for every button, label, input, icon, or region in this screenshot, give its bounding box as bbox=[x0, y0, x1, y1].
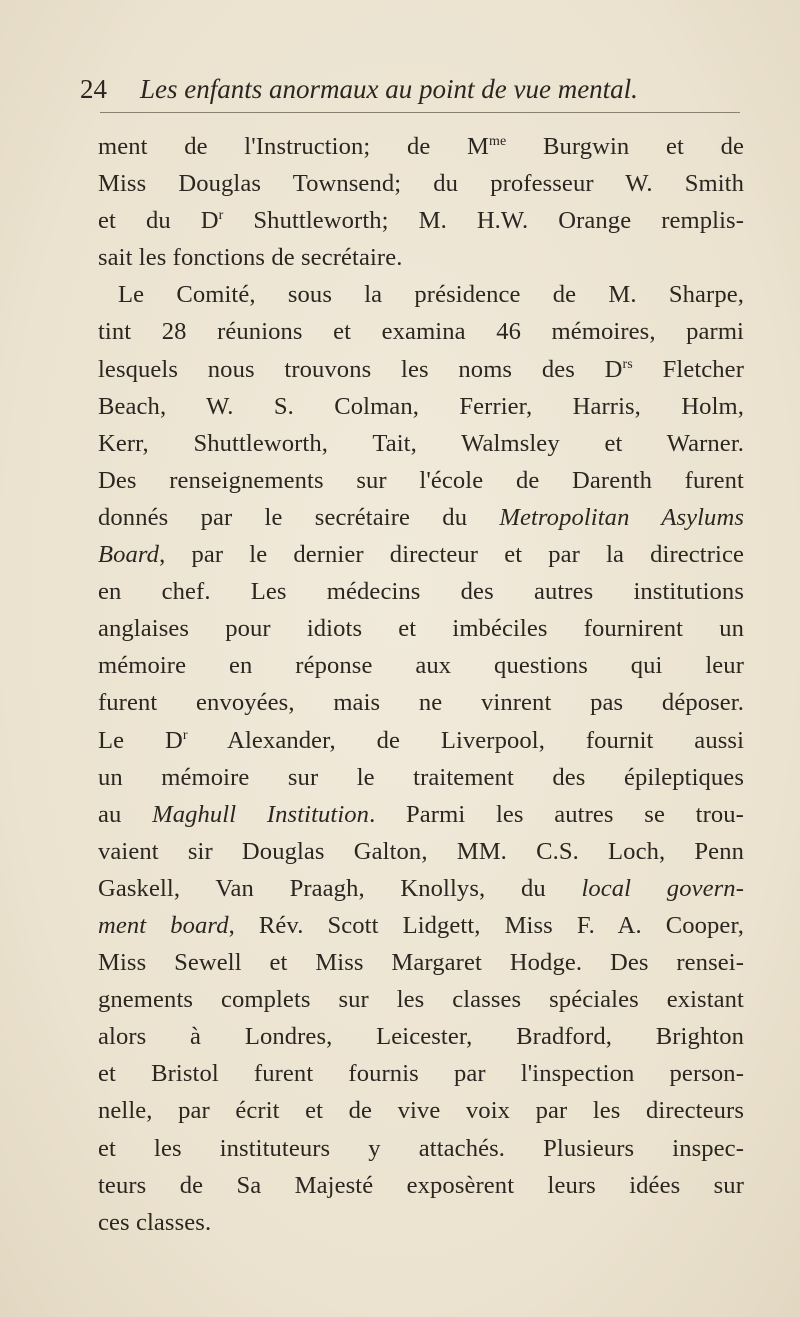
text-line bbox=[98, 722, 744, 759]
text-run: Shuttleworth; M. H.W. Orange remplis- bbox=[223, 207, 744, 235]
text-run: et les instituteurs y attachés. Plusieurs inspec- bbox=[98, 1134, 744, 1162]
text-line bbox=[98, 499, 744, 536]
text-run: Kerr, Shuttleworth, Tait, Walmsley et Warner. bbox=[98, 429, 744, 457]
header-rule bbox=[100, 112, 740, 113]
superscript: rs bbox=[622, 356, 633, 372]
text-line bbox=[98, 425, 744, 462]
text-run: tint 28 réunions et examina 46 mémoires, parmi bbox=[98, 318, 744, 346]
text-line bbox=[98, 944, 744, 981]
text-run: sait les fonctions de secrétaire. bbox=[98, 244, 403, 272]
text-run: ment de l'Instruction; de M bbox=[98, 133, 490, 160]
text-run: vaient sir Douglas Galton, MM. C.S. Loch, Penn bbox=[98, 837, 744, 865]
text-run: . Parmi les autres se trou- bbox=[369, 800, 744, 828]
text-run: ces classes. bbox=[98, 1208, 212, 1236]
text-line bbox=[98, 128, 744, 165]
text-run: Fletcher bbox=[632, 355, 744, 383]
text-line bbox=[98, 1055, 744, 1092]
text-run: mémoire en réponse aux questions qui leur bbox=[98, 652, 744, 680]
text-line bbox=[98, 907, 744, 944]
text-line bbox=[98, 573, 744, 610]
text-run: alors à Londres, Leicester, Bradford, Brighton bbox=[98, 1023, 744, 1051]
italic-text: Metropolitan Asylums bbox=[499, 503, 744, 531]
italic-text: ment board bbox=[98, 911, 229, 939]
text-run: lesquels nous trouvons les noms des D bbox=[98, 355, 623, 383]
superscript: r bbox=[182, 727, 188, 743]
body-text bbox=[98, 128, 744, 1241]
superscript: r bbox=[218, 208, 224, 224]
text-run: gnements complets sur les classes spéciales existant bbox=[98, 986, 744, 1014]
text-line bbox=[98, 1204, 744, 1241]
text-line bbox=[98, 462, 744, 499]
text-run: un mémoire sur le traitement des épileptiques bbox=[98, 763, 744, 791]
text-line bbox=[98, 1092, 744, 1129]
text-run: et Bristol furent fournis par l'inspection person- bbox=[98, 1060, 744, 1088]
text-line bbox=[98, 833, 744, 870]
text-run: furent envoyées, mais ne vinrent pas déposer. bbox=[98, 689, 744, 717]
text-line bbox=[98, 610, 744, 647]
text-run: anglaises pour idiots et imbéciles fournirent un bbox=[98, 615, 744, 643]
running-title: Les enfants anormaux au point de vue mental. bbox=[140, 74, 638, 104]
text-line bbox=[98, 239, 744, 276]
text-line bbox=[98, 870, 744, 907]
text-run: Gaskell, Van Praagh, Knollys, du bbox=[98, 874, 582, 902]
text-run: Burgwin et de bbox=[506, 133, 744, 160]
text-run: en chef. Les médecins des autres institutions bbox=[98, 578, 744, 606]
text-run: , Rév. Scott Lidgett, Miss F. A. Cooper, bbox=[228, 911, 744, 939]
text-line bbox=[98, 684, 744, 721]
text-line bbox=[98, 536, 744, 573]
superscript: me bbox=[489, 134, 507, 149]
text-line bbox=[98, 165, 744, 202]
text-run: teurs de Sa Majesté exposèrent leurs idées sur bbox=[98, 1171, 744, 1199]
page-number: 24 bbox=[80, 74, 107, 104]
text-run: Le D bbox=[98, 726, 183, 754]
text-run: Le Comité, sous la présidence de M. Sharpe, bbox=[118, 281, 744, 309]
text-line bbox=[98, 276, 744, 313]
text-run: Miss Douglas Townsend; du professeur W. Smith bbox=[98, 170, 744, 198]
running-header bbox=[80, 72, 740, 106]
text-line bbox=[98, 981, 744, 1018]
text-line bbox=[98, 388, 744, 425]
text-line bbox=[98, 351, 744, 388]
text-run: donnés par le secrétaire du bbox=[98, 503, 500, 531]
text-run: au bbox=[98, 800, 153, 828]
text-run: Beach, W. S. Colman, Ferrier, Harris, Holm, bbox=[98, 392, 744, 420]
text-line bbox=[98, 313, 744, 350]
text-line bbox=[98, 1167, 744, 1204]
text-run: et du D bbox=[98, 207, 219, 235]
text-run: Alexander, de Liverpool, fournit aussi bbox=[187, 726, 744, 754]
text-line bbox=[98, 759, 744, 796]
text-run: Miss Sewell et Miss Margaret Hodge. Des rensei- bbox=[98, 949, 744, 977]
text-line bbox=[98, 202, 744, 239]
text-line bbox=[98, 1018, 744, 1055]
italic-text: Maghull Institution bbox=[152, 800, 370, 828]
text-run: Des renseignements sur l'école de Darenth furent bbox=[98, 466, 744, 494]
italic-text: Board bbox=[98, 541, 160, 569]
text-line bbox=[98, 1130, 744, 1167]
text-line bbox=[98, 647, 744, 684]
italic-text: local govern- bbox=[581, 874, 744, 902]
text-line bbox=[98, 796, 744, 833]
text-run: nelle, par écrit et de vive voix par les directeurs bbox=[98, 1097, 744, 1125]
text-run: , par le dernier directeur et par la directrice bbox=[159, 541, 744, 569]
